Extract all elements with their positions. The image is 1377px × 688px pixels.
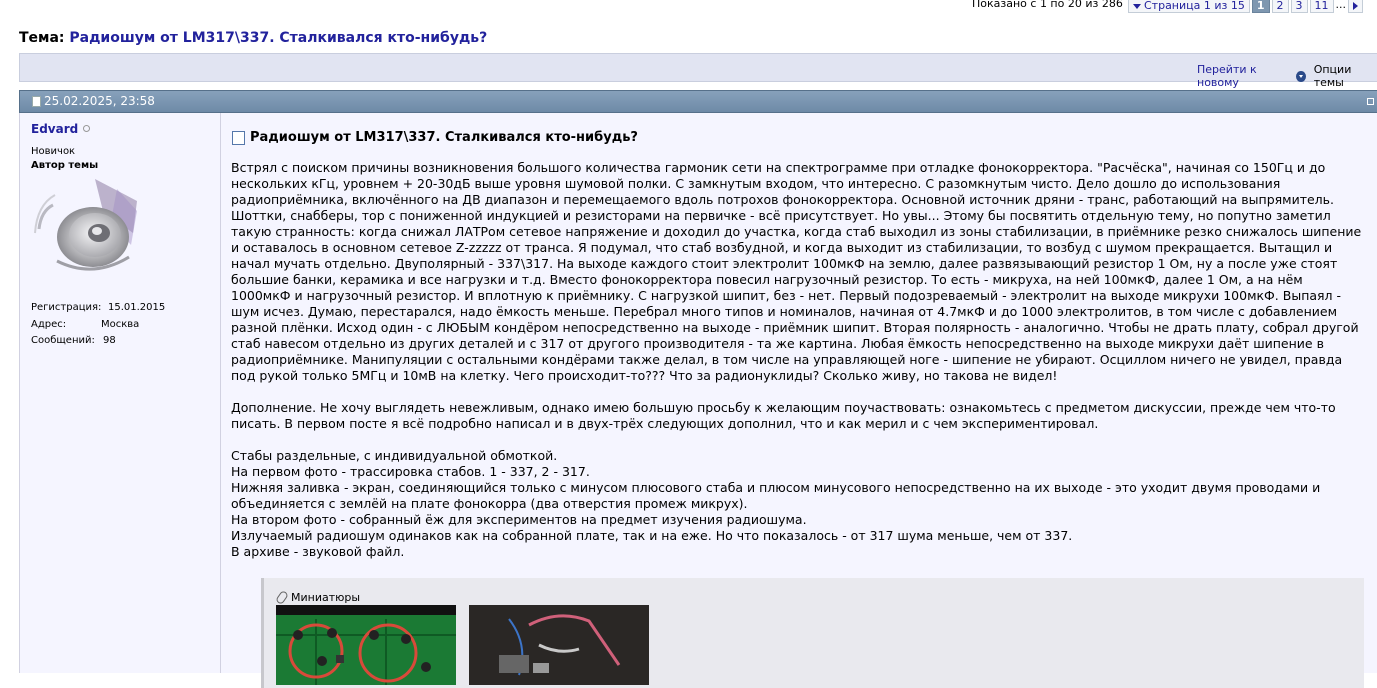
username-link[interactable]: Edvard: [31, 122, 79, 136]
post-paragraph: [231, 400, 1376, 432]
msgs-label: Сообщений:: [31, 335, 95, 346]
reg-value: 15.01.2015: [108, 302, 166, 313]
post-paragraph: [231, 160, 1376, 384]
thread-title-link[interactable]: Радиошум от LM317\337. Сталкивался кто-нибудь?: [69, 30, 488, 46]
post-date: 25.02.2025, 23:58: [44, 94, 155, 108]
msgs-value: 98: [103, 335, 116, 346]
post-line: На втором фото - собранный ёж для экспериментов на предмет изучения радиошума.: [231, 512, 807, 527]
post-line: Дополнение. Не хочу выглядеть невежливым, однако имею большую просьбу к желающим поучаствовать: ознакомьтесь с предметом дискуссии, прежде чем что-то: [231, 400, 1336, 415]
avatar[interactable]: [33, 171, 145, 283]
pager: [1128, 0, 1363, 13]
attachments-box: [261, 578, 1364, 688]
post-line: писать. В первом посте я всё подробно написал и в двух-трёх следующих дополнил, что и как мерил и с чем экспериментировал.: [231, 416, 1099, 431]
post-line: и оставалось в основном сетевое Z-zzzzz от транса. Я подумал, что стаб возбудной, и когда выходит из стабилизации, то возбуд с шумом прекращается. Вытащил и: [231, 240, 1333, 255]
post-title: [232, 130, 638, 145]
post-line: радиоприёмника, включённого на ДВ диапазон и перемещаемого вдоль потрохов фонокорректора. Основной источник дряни - транс, работающий на выпрямитель.: [231, 192, 1335, 207]
pagination-summary: Показано с 1 по 20 из 286: [972, 0, 1123, 10]
page-label: Страница 1 из 15: [1144, 0, 1245, 12]
post-line: такую странность: когда снижал ЛАТРом сетевое напряжение и доходил до участка, когда стаб выходил из зоны стабилизации, в приёмнике резко снижалось шипение: [231, 224, 1362, 239]
reg-label: Регистрация:: [31, 302, 102, 313]
page-link-current[interactable]: 1: [1252, 0, 1270, 13]
registration-row: [31, 302, 166, 313]
address-row: [31, 319, 140, 330]
attachments-header: [278, 591, 360, 604]
post-line: Встрял с поиском причины возникновения большого количества гармоник сети на спектрограмме при отладке фонокорректора. "Расчёска", начиная со 150Гц и до: [231, 160, 1326, 175]
user-info-column: [19, 113, 221, 673]
page-link[interactable]: 11: [1310, 0, 1334, 13]
post-line: В архиве - звуковой файл.: [231, 544, 405, 559]
user-rank: Новичок: [31, 146, 76, 157]
post-line: Шоттки, снабберы, тор с пониженной индукцией и резисторами на первичке - всё присутствует. Но увы... Этому бы посвятить отдельную тему, но попутно заметил: [231, 208, 1331, 223]
post-line: радиоприёмнике. Манипуляции с остальными кондёрами также делал, в том числе на управляющей ноге - шипение не убирают. Осциллом ничего не увидел, правда: [231, 352, 1343, 367]
offline-dot-icon: [83, 125, 90, 132]
user-status: Автор темы: [31, 160, 99, 171]
post-line: начал мучать отдельно. Двуполярный - 337\317. На выходе каждого стоит электролит 100мкФ на землю, далее развязывающий резистор 1 Ом, ну а после уже стоят: [231, 256, 1338, 271]
thread-toolbar: [19, 53, 1377, 89]
post-paragraph: [231, 448, 1376, 560]
post-header: [19, 90, 1377, 113]
doc-icon: [232, 131, 245, 145]
page-link[interactable]: 2: [1272, 0, 1289, 13]
post-line: Стабы раздельные, с индивидуальной обмоткой.: [231, 448, 558, 463]
page-link[interactable]: 3: [1291, 0, 1308, 13]
post-line: объединяется с землёй на плате фонокорра (два отверстия промеж микрух).: [231, 496, 748, 511]
thread-title-prefix: Тема:: [19, 30, 65, 46]
next-page-button[interactable]: [1348, 0, 1363, 13]
arrow-down-icon: [1133, 4, 1141, 9]
post-line: Излучаемый радиошум одинаков как на собранной плате, так и на еже. Но что показалось - от 317 шума меньше, чем от 337.: [231, 528, 1073, 543]
attachment-thumbnail-prototype[interactable]: [469, 605, 649, 685]
arrow-right-icon: [1353, 2, 1358, 10]
addr-value: Москва: [101, 319, 140, 330]
pagination-ellipsis: ...: [1335, 0, 1347, 11]
thread-options-menu[interactable]: Опции темы: [1313, 63, 1352, 89]
post-line: На первом фото - трассировка стабов. 1 - 337, 2 - 317.: [231, 464, 590, 479]
post-line: нескольких кГц, уровнем + 20-30дБ выше уровня шумовой полки. С замкнутым входом, что интересно. С разомкнутым чисто. Дело дошло до использования: [231, 176, 1281, 191]
post-line: большие банки, керамика и все нагрузки и т.д. Вместо фонокорректора повесил нагрузочный резистор. То есть - микруха, на ней 100мкФ, далее 1 Ом, а на нём: [231, 272, 1303, 287]
post-body: [231, 160, 1376, 576]
goto-new-link[interactable]: Перейти к новому: [1197, 63, 1257, 89]
username-row: [31, 122, 90, 136]
doc-icon: [32, 96, 41, 107]
thread-title: [19, 30, 487, 46]
addr-label: Адрес:: [31, 319, 67, 330]
messages-row: [31, 335, 116, 346]
post-link-icon[interactable]: [1367, 98, 1374, 105]
paperclip-icon: [275, 590, 289, 605]
attachment-thumbnail-pcb[interactable]: [276, 605, 456, 685]
post-content-column: [221, 113, 1377, 673]
page-menu-button[interactable]: [1128, 0, 1250, 13]
post-line: разной плёнки. Исход один - с ЛЮБЫМ кондёром непосредственно на выходе - приёмник шипит. Вторая полярность - аналогично. Чтобы не драть плату, собрал другой: [231, 320, 1359, 335]
post-line: шум исчез. Думаю, перестарался, надо ёмкость меньше. Перебрал много типов и номиналов, начиная от 4.7мкФ и до 1000 электролитов, в том числе с добавлением: [231, 304, 1338, 319]
attachments-label: Миниатюры: [291, 591, 361, 604]
post-line: стаб навесом отдельно из других деталей и с 317 от другого производителя - та же картина. Любая ёмкость непосредственно на выходе микрухи даёт шипение в: [231, 336, 1324, 351]
post-line: 1000мкФ и нагрузочный резистор. И вплотную к приёмнику. С нагрузкой шипит, без - нет. Первый подозреваемый - электролит на выходе микрухи 100мкФ. Выпаял -: [231, 288, 1342, 303]
post-title-text: Радиошум от LM317\337. Сталкивался кто-нибудь?: [250, 130, 638, 145]
post-line: Нижняя заливка - экран, соединяющийся только с минусом плюсового стаба и плюсом минусового непосредственно на их выходе - это уходит двумя проводами и: [231, 480, 1321, 495]
post-line: под рукой только 5МГц и 10мВ на клетку. Чего происходит-то??? Что за радионуклиды? Сколько живу, но такова не видел!: [231, 368, 1058, 383]
goto-new-icon[interactable]: [1296, 71, 1306, 82]
